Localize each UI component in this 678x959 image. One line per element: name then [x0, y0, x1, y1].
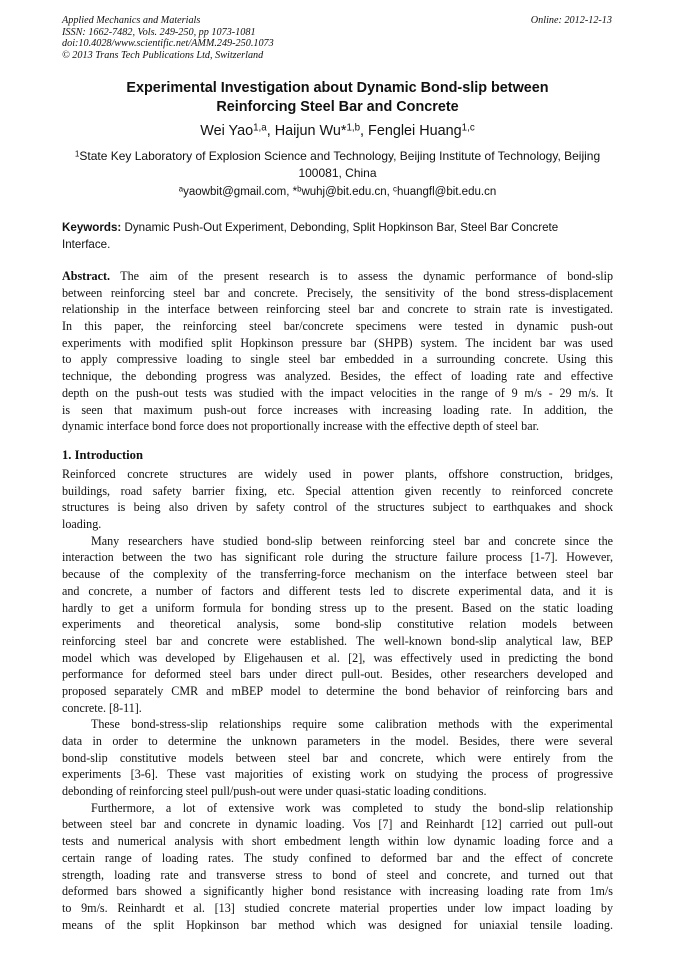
body-line: deformed bars showed a significantly higher bond resistance with increasing loading rate from 1m/s: [62, 884, 613, 899]
email-superscript: a: [178, 184, 184, 194]
body-line: structures is being also driven by safety control of the structures subject to earthquakes and shock: [62, 500, 613, 515]
abstract-line: experiments with modified split Hopkinson pressure bar (SHPB) system. The incident bar was used: [62, 335, 613, 350]
body-line: performance for deformed steel bars under direct pull-out. Besides, other researchers developed and: [62, 667, 613, 682]
introduction-body: [62, 466, 613, 933]
author-name: Haijun Wu*: [274, 123, 347, 139]
body-line: loading.: [62, 517, 102, 532]
affiliation-line-1: State Key Laboratory of Explosion Science and Technology, Beijing Institute of Technology, Beijing: [79, 149, 601, 163]
paper-title: [62, 79, 613, 117]
journal-name: Applied Mechanics and Materials: [62, 15, 201, 26]
author-name: Fenglei Huang: [368, 123, 462, 139]
abstract-line: relationship in the interface between reinforcing steel bar and concrete to strain rate is investigated.: [62, 302, 613, 317]
title-line-1: Experimental Investigation about Dynamic Bond-slip between: [126, 80, 549, 96]
body-line: These bond-stress-slip relationships require some calibration methods with the experimental: [91, 717, 613, 732]
body-line: means of the split Hopkinson bar method which was designed for uniaxial tensile loading.: [62, 917, 613, 932]
abstract-label: Abstract.: [62, 269, 111, 283]
author-emails: [62, 185, 613, 200]
issn-line: ISSN: 1662-7482, Vols. 249-250, pp 1073-1081: [62, 26, 256, 38]
keywords-label: Keywords:: [62, 221, 122, 234]
abstract-line: is seen that maximum push-out force increases with increasing loading rate. In addition, the: [62, 402, 613, 417]
doi-line: doi:10.4028/www.scientific.net/AMM.249-250.1073: [62, 38, 274, 49]
abstract-line: technique, the debonding progress was analyzed. Besides, the effect of loading rate and effective: [62, 369, 613, 384]
affiliation: [62, 148, 613, 181]
body-line: Many researchers have studied bond-slip between reinforcing steel bar and concrete since the: [91, 533, 613, 548]
email-superscript: b: [297, 184, 302, 194]
body-line: bond-slip constitutive models between steel bar and concrete, which were entirely from the: [62, 750, 613, 765]
section-heading: 1. Introduction: [62, 448, 143, 462]
body-line: experiments [3-6]. These vast majorities of existing work on studying the process of progressive: [62, 767, 613, 782]
abstract-line: to apply compressive loading to single steel bar embedded in a surrounding concrete. Using this: [62, 352, 613, 367]
body-line: certain range of loading rates. The study confined to deformed bar and the effect of concrete: [62, 850, 613, 865]
journal-header: [62, 15, 274, 61]
body-line: data in order to determine the unknown parameters in the model. Besides, there were several: [62, 734, 613, 748]
abstract-section: [62, 268, 613, 435]
body-line: and concrete, a number of factors and different tests led to discrete experimental data, and it is: [62, 583, 613, 598]
body-line: concrete. [8-11].: [62, 700, 142, 715]
author-superscript: 1,a: [253, 122, 267, 134]
body-line: Furthermore, a lot of extensive work was completed to study the bond-slip relationship: [91, 800, 613, 815]
keywords-text: Dynamic Push-Out Experiment, Debonding, Split Hopkinson Bar, Steel Bar Concrete: [121, 221, 559, 234]
body-line: between steel bar and concrete in dynamic loading. Vos [7] and Reinhardt [12] carried out pull-out: [62, 817, 613, 832]
title-line-2: Reinforcing Steel Bar and Concrete: [216, 99, 459, 115]
body-line: Reinforced concrete structures are widely used in power plants, offshore construction, bridges,: [62, 467, 613, 481]
abstract-line: depth on the push-out tests was studied with the impact velocities in the range of 9 m/s - 29 m/s. It: [62, 385, 613, 400]
abstract-line: dynamic interface bond force does not proportionally increase with the effective depth of steel bar.: [62, 419, 539, 434]
author-name: Wei Yao: [200, 123, 254, 139]
online-date: Online: 2012-12-13: [530, 15, 612, 26]
author-superscript: 1,c: [461, 122, 475, 134]
body-line: proposed separately CMR and mBEP model to determine the bond behavior of reinforcing bars and: [62, 683, 613, 698]
author-superscript: 1,b: [346, 122, 361, 134]
body-line: to 9m/s. Reinhardt et al. [13] studied concrete material properties under low impact loading by: [62, 900, 613, 915]
body-line: tests and numerical analysis with short embedment length within low dynamic loading force and a: [62, 834, 613, 849]
abstract-line: In this paper, the reinforcing steel bar/concrete specimens were tested in dynamic push-out: [62, 319, 613, 334]
body-line: debonding of reinforcing steel pull/push-out were under quasi-static loading conditions.: [62, 784, 487, 799]
affiliation-superscript: 1: [74, 149, 80, 159]
body-line: because of the complexity of the transferring-force mechanism on the interface between steel bar: [62, 567, 613, 582]
email-link[interactable]: huangfl@bit.edu.cn: [396, 186, 497, 198]
abstract-line: between reinforcing steel bar and concrete. Precisely, the sensitivity of the bond stress-displacement: [62, 285, 613, 300]
body-line: strength, loading rate and transverse stress to bond of steel and concrete, and turned out that: [62, 867, 613, 882]
body-line: model which was developed by Eligehausen et al. [2], was effectively used in predicting the bond: [62, 650, 613, 665]
keywords-text: Interface.: [62, 237, 111, 251]
email-link[interactable]: wuhj@bit.edu.cn,: [301, 186, 394, 198]
email-superscript: c: [393, 184, 397, 194]
body-line: reinforcing steel bar and concrete were established. The well-known bond-slip analytical law, BEP: [62, 633, 613, 648]
keywords-section: [62, 220, 613, 253]
copyright-line: © 2013 Trans Tech Publications Ltd, Switzerland: [62, 49, 264, 61]
abstract-line: Abstract. The aim of the present research is to assess the dynamic performance of bond-slip: [62, 269, 613, 283]
email-link[interactable]: yaowbit@gmail.com, *: [183, 186, 298, 198]
body-line: interaction between the two has significant role during the structure failure process [1-7]. However,: [62, 550, 613, 565]
author-list: Wei Yao$^{1,a}$, Haijun Wu*$^{1,b}$, Fenglei Huang$^{1,c}$: [200, 122, 475, 139]
body-line: hardly to get a uniform formula for bonding stress up to the present. Based on the static loading: [62, 600, 613, 615]
body-line: buildings, road safety barrier fixing, etc. Special attention given recently to reinforced concrete: [62, 483, 613, 498]
body-line: experiments and theoretical analysis, some bond-slip constitutive relation models between: [62, 617, 613, 632]
affiliation-line-2: 100081, China: [298, 165, 377, 180]
